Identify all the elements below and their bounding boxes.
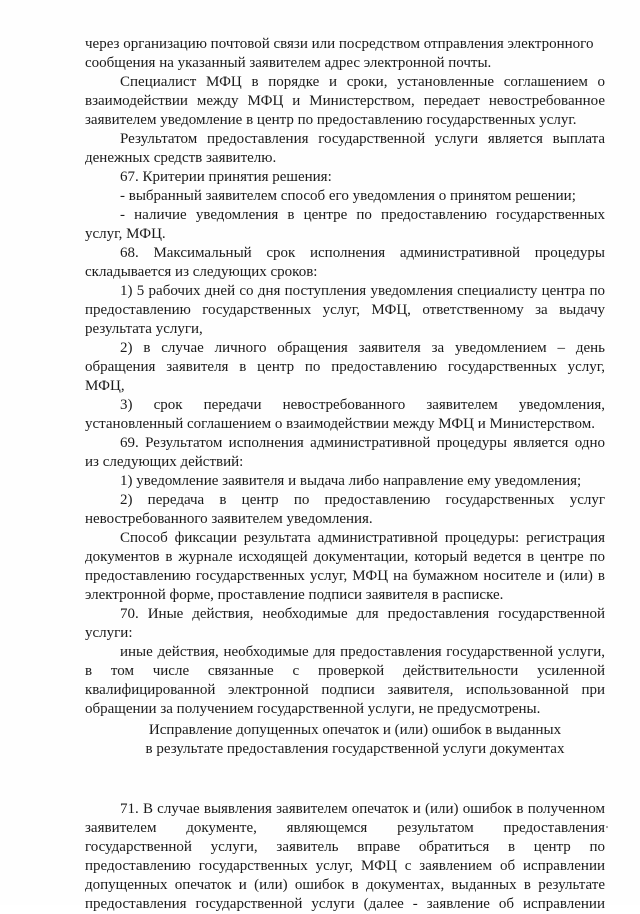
list-item: 2) передача в центр по предоставлению государственных услуг xyxy=(120,492,605,508)
text-line: документов в журнале исходящей документации, который ведется в центре по xyxy=(85,549,605,565)
text-line: денежных средств заявителю. xyxy=(85,150,277,166)
text-line: предоставления государственной услуги (далее - заявление об исправлении xyxy=(85,896,605,912)
text-line: МФЦ, xyxy=(85,378,125,394)
text-line: складывается из следующих сроков: xyxy=(85,264,318,280)
text-line: обращения заявителя в центр по предоставлению государственных услуг, xyxy=(85,359,605,375)
scan-speck xyxy=(606,826,608,828)
text-line: услуги: xyxy=(85,625,133,641)
text-line: допущенных опечаток и (или) ошибок в документах, выданных в результате xyxy=(85,877,605,893)
text-line: через организацию почтовой связи или посредством отправления электронного xyxy=(85,36,594,52)
text-line: предоставлению государственных услуг, МФЦ на бумажном носителе и (или) в xyxy=(85,568,605,584)
list-item: 2) в случае личного обращения заявителя за уведомлением – день xyxy=(120,340,605,356)
section-title: в результате предоставления государственной услуги документах xyxy=(145,741,565,757)
list-item: - наличие уведомления в центре по предоставлению государственных xyxy=(120,207,605,223)
section-69-heading: 69. Результатом исполнения административной процедуры является одно xyxy=(120,435,605,451)
text-line: квалифицированной электронной подписи заявителя, использованной при xyxy=(85,682,605,698)
text-line: взаимодействии между МФЦ и Министерством, передает невостребованное xyxy=(85,93,605,109)
section-70-heading: 70. Иные действия, необходимые для предоставления государственной xyxy=(120,606,605,622)
text-line: заявителем документе, являющемся результатом предоставления xyxy=(85,820,605,836)
text-line: невостребованного заявителем уведомления. xyxy=(85,511,373,527)
list-item: 1) 5 рабочих дней со дня поступления уведомления специалисту центра по xyxy=(120,283,605,299)
list-item: 3) срок передачи невостребованного заявителем уведомления, xyxy=(120,397,605,413)
text-line: установленный соглашением о взаимодействии между МФЦ и Министерством. xyxy=(85,416,595,432)
list-item: 1) уведомление заявителя и выдача либо направление ему уведомления; xyxy=(120,473,582,489)
section-title: Исправление допущенных опечаток и (или) ошибок в выданных xyxy=(148,722,562,738)
text-line: Результатом предоставления государственной услуги является выплата xyxy=(120,131,605,147)
section-71-heading: 71. В случае выявления заявителем опечаток и (или) ошибок в полученном xyxy=(120,801,605,817)
text-line: иные действия, необходимые для предоставления государственной услуги, xyxy=(120,644,605,660)
section-67-heading: 67. Критерии принятия решения: xyxy=(120,169,332,185)
text-line: обращении за получением государственной услуги, не предусмотрены. xyxy=(85,701,541,717)
list-item: - выбранный заявителем способ его уведомления о принятом решении; xyxy=(120,188,576,204)
text-line: Способ фиксации результата административной процедуры: регистрация xyxy=(120,530,605,546)
text-line: предоставлению государственных услуг, МФЦ с заявлением об исправлении xyxy=(85,858,605,874)
text-line: заявителем уведомление в центр по предоставлению государственных услуг. xyxy=(85,112,577,128)
text-line: в том числе связанные с проверкой действительности усиленной xyxy=(85,663,605,679)
text-line: результата услуги, xyxy=(85,321,203,337)
section-68-heading: 68. Максимальный срок исполнения административной процедуры xyxy=(120,245,605,261)
text-line: услуг, МФЦ. xyxy=(85,226,166,242)
text-line: государственной услуги, заявитель вправе обратиться в центр по xyxy=(85,839,605,855)
text-line: сообщения на указанный заявителем адрес электронной почты. xyxy=(85,55,492,71)
text-line: электронной форме, проставление подписи заявителя в расписке. xyxy=(85,587,504,603)
text-line: Специалист МФЦ в порядке и сроки, установленные соглашением о xyxy=(120,74,605,90)
text-line: из следующих действий: xyxy=(85,454,244,470)
text-line: предоставлению государственных услуг, МФЦ, ответственному за выдачу xyxy=(85,302,605,318)
